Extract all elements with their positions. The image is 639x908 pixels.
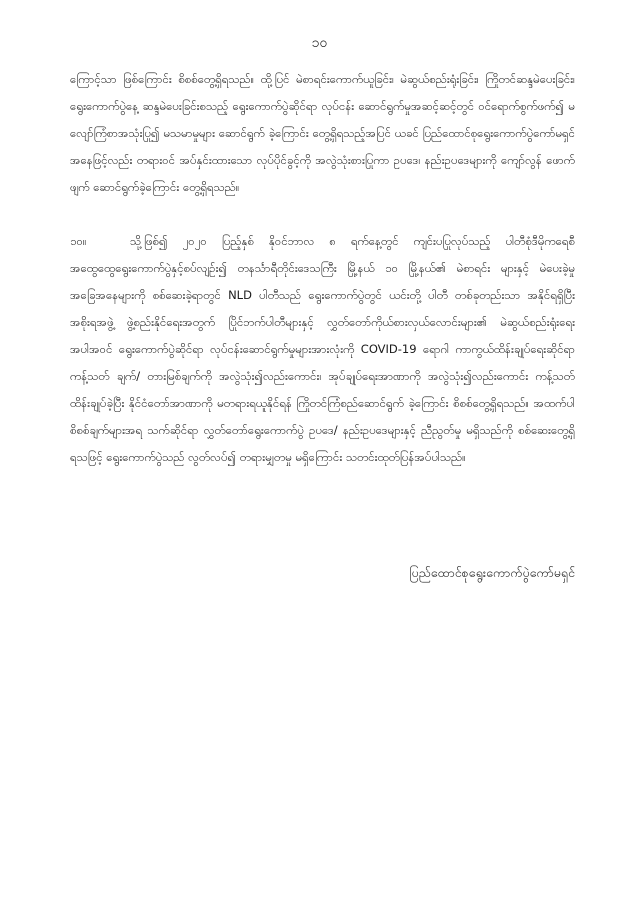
page-number: ၁၀ bbox=[311, 35, 328, 51]
paragraph-number: ၁၀။ bbox=[70, 234, 87, 248]
paragraph-10-text: သို့ဖြစ်၍ ၂၀၂၀ ပြည့်နှစ် နိုဝင်ဘာလ ၈ ရက်နေ့တွင် ကျင်းပပြုလုပ်သည့် ပါတီစုံဒီမိုကရေစီ အထွေထွေရွေးကောက်ပွဲနှင့်စပ်လျဉ်း၍ တနင်္သာရီတိုင်းဒေသကြီး မြို့နယ် ၁၀ မြို့နယ်၏ မဲစာရင်း များနှင့် မဲပေးခဲ့မှုအခြေအနေများကို စစ်ဆေးခဲ့ရာတွင် NLD ပါတီသည် ရွေးကောက်ပွဲတွင် ယင်းတို့ ပါတီ တစ်ခုတည်းသာ အနိုင်ရရှိပြီး အစိုးရအဖွဲ့ ဖွဲ့စည်းနိုင်ရေးအတွက် ပြိုင်ဘက်ပါတီများနှင့် လွှတ်တော်ကိုယ်စားလှယ်လောင်းများ၏ မဲဆွယ်စည်းရုံးရေး အပါအဝင် ရွေးကောက်ပွဲဆိုင်ရာ လုပ်ငန်းဆောင်ရွက်မှုများအားလုံးကို COVID-19 ရောဂါ ကာကွယ်ထိန်းချုပ်ရေးဆိုင်ရာ ကန့်သတ် ချက်/ တားမြစ်ချက်ကို အလွဲသုံး၍လည်းကောင်း၊ အုပ်ချုပ်ရေးအာဏာကို အလွဲသုံး၍လည်းကောင်း ကန့်သတ် ထိန်းချုပ်ခဲ့ပြီး နိုင်ငံတော်အာဏာကို မတရားရယူနိုင်ရန် ကြိုတင်ကြံစည်ဆောင်ရွက် ခဲ့ကြောင်း စိစစ်တွေ့ရှိရသည်။ အထက်ပါ စိစစ်ချက်များအရ သက်ဆိုင်ရာ လွှတ်တော်ရွေးကောက်ပွဲ ဥပဒေ/ နည်းဥပဒေများနှင့် ညီညွတ်မှု မရှိသည်ကို စစ်ဆေးတွေ့ရှိရသဖြင့် ရွေးကောက်ပွဲသည် လွတ်လပ်၍ တရားမျှတမှု မရှိကြောင်း သတင်းထုတ်ပြန်အပ်ပါသည်။ bbox=[70, 234, 575, 464]
paragraph-continuation: ကြောင့်သာ ဖြစ်ကြောင်း စိစစ်တွေ့ရှိရသည်။ ထို့ပြင် မဲစာရင်းကောက်ယူခြင်း၊ မဲဆွယ်စည်းရုံးခြင်း၊ ကြိုတင်ဆန္ဒမဲပေးခြင်း၊ ရွေးကောက်ပွဲနေ့ ဆန္ဒမဲပေးခြင်းစသည့် ရွေးကောက်ပွဲဆိုင်ရာ လုပ်ငန်း ဆောင်ရွက်မှုအဆင့်ဆင့်တွင် ဝင်ရောက်စွက်ဖက်၍ မလျော်ကြံစာအသုံးပြု၍ မသမာမှုများ ဆောင်ရွက် ခဲ့ကြောင်း တွေ့ရှိရသည့်အပြင် ယခင် ပြည်ထောင်စုရွေးကောက်ပွဲကော်မရှင်အနေဖြင့်လည်း တရားဝင် အပ်နှင်းထားသော လုပ်ပိုင်ခွင့်ကို အလွဲသုံးစားပြုကာ ဥပဒေ၊ နည်းဥပဒေများကို ကျော်လွန် ဖောက် ဖျက် ဆောင်ရွက်ခဲ့ကြောင်း တွေ့ရှိရသည်။ bbox=[70, 72, 575, 194]
paragraph-10 bbox=[70, 228, 575, 471]
document-body bbox=[70, 66, 575, 471]
signature-commission-name: ပြည်ထောင်စုရွေးကောက်ပွဲကော်မရှင် bbox=[409, 565, 575, 580]
